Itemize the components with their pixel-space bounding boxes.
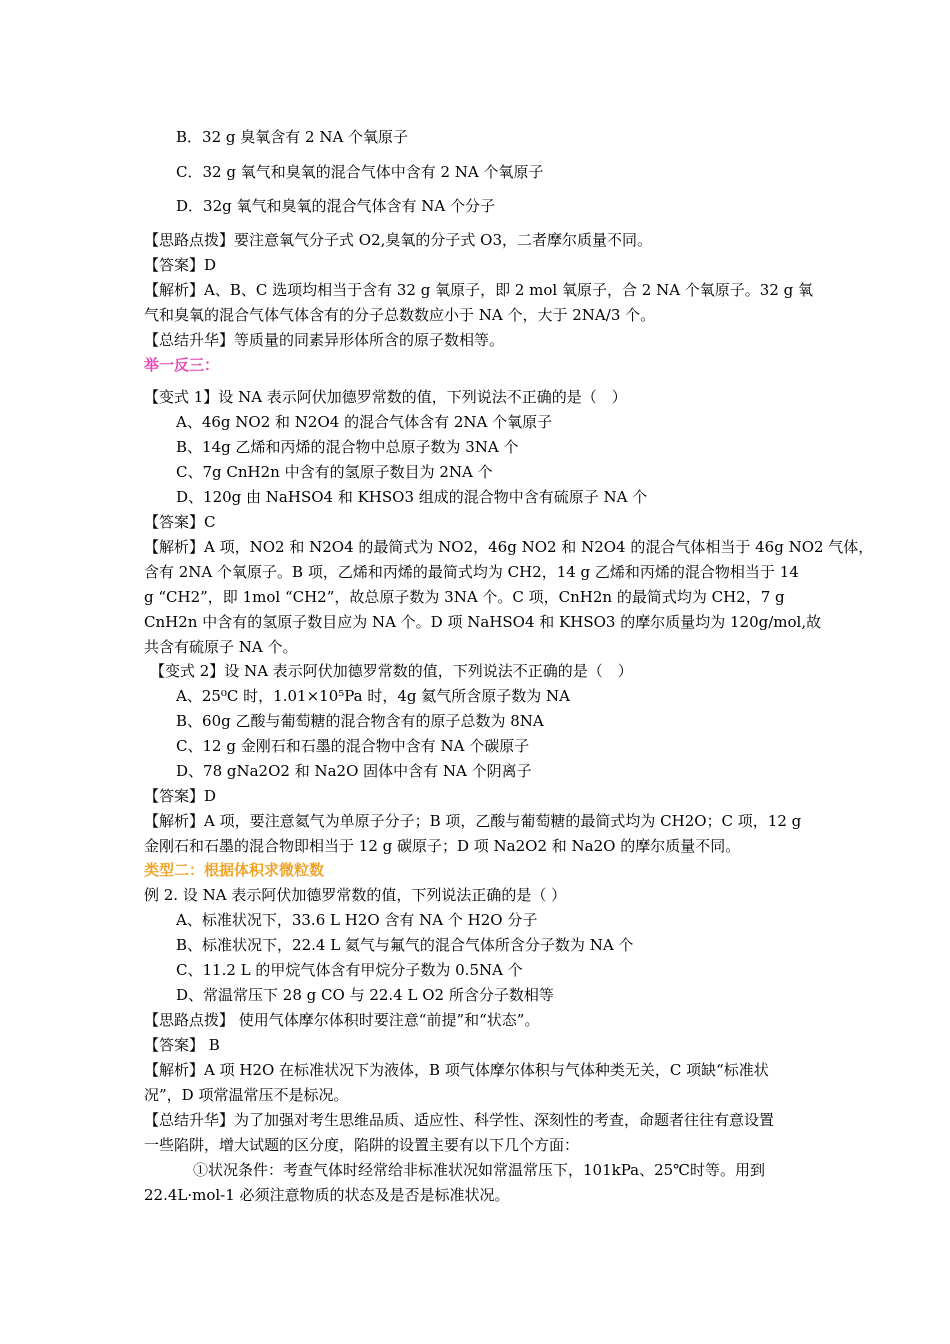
variant-1-question: 【变式 1】设 NA 表示阿伏加德罗常数的值，下列说法不正确的是（ ） xyxy=(144,388,627,406)
analysis-line: 金刚石和石墨的混合物即相当于 12 g 碳原子；D 项 Na2O2 和 Na2O 的摩尔质量不同。 xyxy=(144,837,741,855)
example-2-option-d: D、常温常压下 28 g CO 与 22.4 L O2 所含分子数相等 xyxy=(176,986,554,1004)
example-2-option-a: A、标准状况下，33.6 L H2O 含有 NA 个 H2O 分子 xyxy=(176,911,538,929)
analysis-line: 况”，D 项常温常压不是标况。 xyxy=(144,1086,349,1104)
variant-1-option-b: B、14g 乙烯和丙烯的混合物中总原子数为 3NA 个 xyxy=(176,438,519,456)
variant-1-option-c: C、7g CnH2n 中含有的氢原子数目为 2NA 个 xyxy=(176,463,493,481)
variant-2-option-b: B、60g 乙酸与葡萄糖的混合物含有的原子总数为 8NA xyxy=(176,712,544,730)
hint-line: 【思路点拨】 使用气体摩尔体积时要注意“前提”和“状态”。 xyxy=(144,1011,540,1029)
analysis-line: 【解析】A 项 H2O 在标准状况下为液体，B 项气体摩尔体积与气体种类无关，C 项缺“标准状 xyxy=(144,1061,769,1079)
answer-line: 【答案】C xyxy=(144,513,216,531)
section-heading: 举一反三： xyxy=(144,356,220,374)
summary-line: 一些陷阱，增大试题的区分度，陷阱的设置主要有以下几个方面： xyxy=(144,1136,580,1154)
example-2-question: 例 2. 设 NA 表示阿伏加德罗常数的值，下列说法正确的是（ ） xyxy=(144,886,567,904)
analysis-line: 含有 2NA 个氧原子。B 项，乙烯和丙烯的最简式均为 CH2，14 g 乙烯和丙烯的混合物相当于 14 xyxy=(144,563,799,581)
summary-point-1: ①状况条件：考查气体时经常给非标准状况如常温常压下，101kPa、25℃时等。用到 xyxy=(193,1161,765,1179)
variant-1-option-d: D、120g 由 NaHSO4 和 KHSO3 组成的混合物中含有硫原子 NA 个 xyxy=(176,488,648,506)
summary-line: 【总结升华】等质量的同素异形体所含的原子数相等。 xyxy=(144,331,505,349)
variant-2-option-d: D、78 gNa2O2 和 Na2O 固体中含有 NA 个阴离子 xyxy=(176,762,532,780)
analysis-line: 【解析】A、B、C 选项均相当于含有 32 g 氧原子，即 2 mol 氧原子，合 2 NA 个氧原子。32 g 氧 xyxy=(144,281,814,299)
summary-line: 【总结升华】为了加强对考生思维品质、适应性、科学性、深刻性的考查，命题者往往有意设置 xyxy=(144,1111,775,1129)
option-b: B．32 g 臭氧含有 2 NA 个氧原子 xyxy=(176,128,409,146)
answer-line: 【答案】D xyxy=(144,256,217,274)
variant-1-option-a: A、46g NO2 和 N2O4 的混合气体含有 2NA 个氧原子 xyxy=(176,413,553,431)
analysis-line: CnH2n 中含有的氢原子数目应为 NA 个。D 项 NaHSO4 和 KHSO3 的摩尔质量均为 120g/mol,故 xyxy=(144,613,822,631)
answer-line: 【答案】 B xyxy=(144,1036,220,1054)
analysis-line: 气和臭氧的混合气体气体含有的分子总数数应小于 NA 个，大于 2NA/3 个。 xyxy=(144,306,656,324)
variant-2-option-c: C、12 g 金刚石和石墨的混合物中含有 NA 个碳原子 xyxy=(176,737,530,755)
option-d: D．32g 氧气和臭氧的混合气体含有 NA 个分子 xyxy=(176,197,495,215)
variant-2-option-a: A、25⁰C 时，1.01×10⁵Pa 时，4g 氦气所含原子数为 NA xyxy=(176,687,571,705)
analysis-line: g “CH2”，即 1mol “CH2”，故总原子数为 3NA 个。C 项，CnH2n 的最简式均为 CH2，7 g xyxy=(144,588,785,606)
summary-point-1-cont: 22.4L·mol-1 必须注意物质的状态及是否是标准状况。 xyxy=(144,1186,510,1204)
example-2-option-c: C、11.2 L 的甲烷气体含有甲烷分子数为 0.5NA 个 xyxy=(176,961,523,979)
example-2-option-b: B、标准状况下，22.4 L 氦气与氟气的混合气体所含分子数为 NA 个 xyxy=(176,936,634,954)
hint-line: 【思路点拨】要注意氧气分子式 O2,臭氧的分子式 O3，二者摩尔质量不同。 xyxy=(144,231,652,249)
variant-2-question: 【变式 2】设 NA 表示阿伏加德罗常数的值，下列说法不正确的是（ ） xyxy=(150,662,633,680)
analysis-line: 【解析】A 项，NO2 和 N2O4 的最简式为 NO2，46g NO2 和 N2O4 的混合气体相当于 46g NO2 气体， xyxy=(144,538,874,556)
section-heading-type-2: 类型二：根据体积求微粒数 xyxy=(144,861,325,879)
option-c: C．32 g 氧气和臭氧的混合气体中含有 2 NA 个氧原子 xyxy=(176,163,544,181)
analysis-line: 共含有硫原子 NA 个。 xyxy=(144,638,298,656)
analysis-line: 【解析】A 项，要注意氦气为单原子分子；B 项，乙酸与葡萄糖的最简式均为 CH2O；C 项，12 g xyxy=(144,812,802,830)
answer-line: 【答案】D xyxy=(144,787,217,805)
